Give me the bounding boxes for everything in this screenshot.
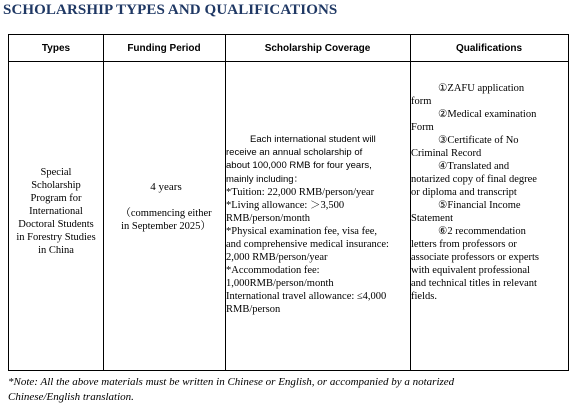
- qualification-line: with equivalent professional: [411, 265, 530, 276]
- funding-note-line: in September 2025）: [121, 221, 211, 232]
- header-types: Types: [41, 42, 71, 54]
- types-line: in China: [38, 245, 74, 256]
- coverage-intro-line: mainly including：: [226, 173, 304, 185]
- coverage-item: 2,000 RMB/person/year: [226, 251, 328, 263]
- header-qualifications: Qualifications: [455, 42, 523, 54]
- qualification-line: Form: [411, 122, 434, 133]
- funding-note-line: （commencing either: [120, 208, 212, 219]
- qualification-line: Statement: [411, 213, 453, 224]
- types-line: Scholarship: [31, 180, 81, 191]
- header-divider: [9, 61, 568, 62]
- footnote-line: Chinese/English translation.: [8, 391, 134, 403]
- qualification-line: ⑤Financial Income: [438, 200, 521, 211]
- qualification-line: ④Translated and: [438, 161, 510, 172]
- page-heading: SCHOLARSHIP TYPES AND QUALIFICATIONS: [3, 2, 338, 18]
- funding-years: 4 years: [150, 181, 182, 193]
- coverage-item: *Living allowance: ＞3,500: [226, 199, 345, 211]
- qualification-line: ①ZAFU application: [438, 83, 525, 94]
- types-line: Doctoral Students: [18, 219, 94, 230]
- coverage-intro-line: Each international student will: [250, 134, 376, 145]
- qualification-line: ②Medical examination: [438, 109, 537, 120]
- scholarship-table: [8, 34, 569, 371]
- coverage-item: 1,000RMB/person/month: [226, 277, 334, 289]
- coverage-item: International travel allowance: ≤4,000: [226, 290, 387, 302]
- footnote-line: *Note: All the above materials must be written in Chinese or English, or accompanied by a notarized: [8, 376, 455, 388]
- qualification-line: fields.: [411, 291, 437, 302]
- qualification-line: or diploma and transcript: [411, 187, 517, 198]
- qualification-line: ⑥2 recommendation: [438, 226, 526, 237]
- coverage-item: RMB/person: [226, 303, 281, 315]
- coverage-item: RMB/person/month: [226, 212, 311, 224]
- types-line: International: [29, 206, 83, 217]
- coverage-intro-line: about 100,000 RMB for four years,: [226, 160, 372, 172]
- qualification-line: Criminal Record: [411, 148, 482, 159]
- footnote: [8, 375, 563, 405]
- qualification-line: letters from professors or: [411, 239, 517, 250]
- types-cell: [11, 166, 101, 257]
- funding-period-cell: [105, 181, 227, 233]
- qualification-line: associate professors or experts: [411, 252, 539, 263]
- coverage-item: and comprehensive medical insurance:: [226, 238, 389, 250]
- funding-note: [105, 207, 227, 233]
- column-divider-1: [103, 35, 104, 370]
- types-line: Special: [40, 167, 72, 178]
- qualification-line: ③Certificate of No: [438, 135, 519, 146]
- coverage-item: *Accommodation fee:: [226, 264, 320, 276]
- types-line: in Forestry Studies: [16, 232, 96, 243]
- header-funding-period: Funding Period: [127, 42, 201, 54]
- qualification-line: form: [411, 96, 432, 107]
- coverage-cell: [226, 133, 411, 316]
- header-scholarship-coverage: Scholarship Coverage: [264, 42, 371, 54]
- coverage-intro-line: receive an annual scholarship of: [226, 147, 363, 159]
- types-line: Program for: [30, 193, 82, 204]
- qualification-line: and technical titles in relevant: [411, 278, 537, 289]
- qualification-line: notarized copy of final degree: [411, 174, 537, 185]
- qualifications-cell: [411, 82, 567, 303]
- coverage-item: *Physical examination fee, visa fee,: [226, 225, 378, 237]
- coverage-item: *Tuition: 22,000 RMB/person/year: [226, 186, 375, 198]
